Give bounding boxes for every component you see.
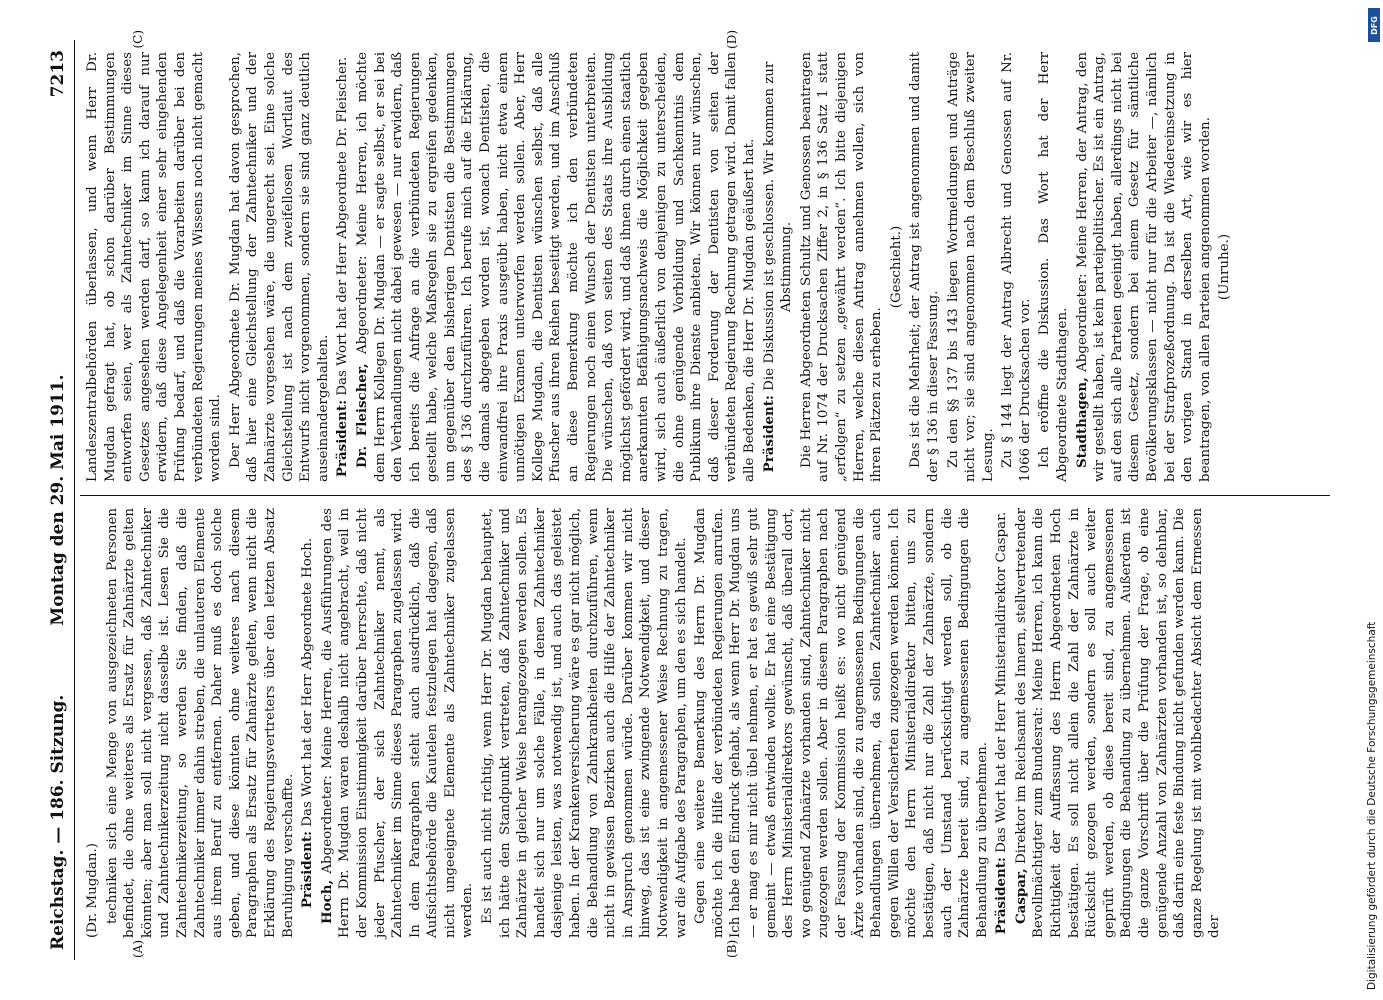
speaker-name: Präsident:: [299, 830, 316, 909]
paragraph-text: (Dr. Mugdan.): [85, 843, 100, 938]
paragraph-text: Es ist auch nicht richtig, wenn Herr Dr. Mugdan behauptet, ich hätte den Standpunkt vertreten, daß Zahntechniker und Zahnärzte in gleicher Weise herangezogen werden sollen. Es handelt sich nur um solche Fälle, in denen Zahntechniker dasjenige leisten, was notwendig ist, und auch das geleistet haben. In der Krankenversicherung wäre es gar nicht möglich, die Behandlung von Zahnkrankheiten durchzuführen, wenn nicht in gewissen Bezirken auch die Hilfe der Zahntechniker in Anspruch genommen würde. Darüber kommen wir nicht hinweg, das ist eine zwingende Notwendigkeit, und dieser Notwendigkeit in angemessener Weise Rechnung zu tragen, war die Aufgabe des Paragraphen, um den es sich handelt.: [480, 508, 689, 938]
speaker-name: Präsident:: [993, 857, 1010, 935]
paragraph-text: Das Wort hat der Herr Abgeordnete Hoch.: [300, 537, 316, 827]
paragraph: [1036, 52, 1071, 482]
paragraph-text: Abgeordneter: Meine Herren, der Antrag, den wir gestellt haben, ist kein parteipolitischer. Es ist ein Antrag, auf den sich alle Parteien geeinigt haben, allerdings nicht bei diesem Gesetz, sondern bei einem Gesetz für sämtliche Bevölkerungsklassen — nicht nur für die Arbeiter —, nämlich bei der Strafprozeßordnung. Da ist die Wiedereinsetzung in den vorigen Stand in derselben Art, wie wir es hier beantragen, von allen Parteien angenommen worden.: [1074, 51, 1213, 482]
speaker-name: Präsident:: [334, 399, 351, 478]
margin-marker-a: (A): [131, 939, 145, 958]
dfg-logo-text: DFG: [1369, 15, 1379, 35]
paragraph: [993, 508, 1011, 938]
paragraph-text: Ich eröffne die Diskussion. Das Wort hat der Herr Abgeordnete Stadthagen.: [1037, 52, 1071, 482]
paragraph: [299, 508, 317, 938]
paragraph-text: Abgeordneter: Meine Herren, ich möchte dem Herrn Kollegen Dr. Mugdan — er sagte selbst, er sei bei den Verhandlungen nicht dabei gewesen — nur erwidern, daß ich bereits die Anfrage an die verbündeten Regierungen gestellt habe, welche Maßregeln sie zu ergreifen gedenken, um gegenüber den bisherigen Dentisten die Bestimmungen des § 136 durchzuführen. Ich berufe mich auf die Erklärung, die damals abgegeben worden ist, wonach Dentisten, die einwandfrei ihre Praxis ausgeübt haben, nicht etwa einem unnötigen Examen unterworfen werden sollen. Aber, Herr Kollege Mugdan, die Dentisten wünschen selbst, daß alle Pfuscher aus ihren Reihen beseitigt werden, und im Anschluß an diese Bemerkung möchte ich den verbündeten Regierungen noch einen Wunsch der Dentisten unterbreiten. Die wünschen, daß von seiten des Staats ihre Ausbildung möglichst gefördert wird, und daß ihnen durch einen staatlich anerkannten Befähigungsnachweis die Möglichkeit gegeben wird, sich auch äußerlich von denjenigen zu unterscheiden, die ohne genügende Vorbildung und Sachkenntnis dem Publikum ihre Dienste anbieten. Wir können nur wünschen, daß dieser Forderung der Dentisten von seiten der verbündeten Regierung Rechnung getragen wird. Damit fallen alle Bedenken, die Herr Dr. Mugdan geäußert hat.: [354, 52, 757, 482]
left-column-body: [84, 508, 1224, 938]
paragraph-text: Abgeordneter: Meine Herren, die Ausführungen des Herrn Dr. Mugdan waren deshalb nicht angebracht, weil in der Kommission Einstimmigkeit darüber herrschte, daß nicht jeder Pfuscher, der sich Zahntechniker nennt, als Zahntechniker im Sinne dieses Paragraphen zugelassen wird. In dem Paragraphen steht auch ausdrücklich, daß die Aufsichtsbehörde die Kautelen festzulegen hat dagegen, daß nicht ungeeignete Elemente als Zahntechniker zugelassen werden.: [319, 508, 476, 938]
paragraph: [907, 52, 942, 482]
speaker-name: Caspar,: [1012, 868, 1029, 924]
header-left: Reichstag. — 186. Sitzung.: [48, 694, 68, 950]
right-column: [84, 30, 1324, 482]
paragraph-text: Zu den §§ 137 bis 143 liegen Wortmeldungen und Anträge nicht vor; sie sind angenommen nach dem Beschluß zweiter Lesung.: [945, 52, 996, 482]
paragraph: [1216, 52, 1234, 482]
paragraph-text: Die Diskussion ist geschlossen. Wir kommen zur Abstimmung.: [761, 61, 795, 391]
paragraph: [84, 508, 102, 938]
speaker-name: Dr. Fleischer,: [353, 363, 370, 468]
paragraph-text: Das Wort hat der Herr Abgeordnete Dr. Fleischer.: [335, 56, 351, 396]
paragraph-text: (Unruhe.): [1217, 233, 1233, 301]
paragraph: [479, 508, 690, 938]
page-header: [40, 40, 75, 960]
digitization-credit: Digitalisierung gefördert durch die Deutsche Forschungsgemeinschaft: [1366, 621, 1378, 990]
paragraph: [334, 52, 352, 482]
paragraph-text: Direktor im Reichsamt des Innern, stellvertretender Bevollmächtigter zum Bundesrat: Meine Herren, ich kann die Richtigkeit der Auffassung des Herrn Abgeordneten Hoch bestätigen. Es soll nicht allein die Zahl der Zahnärzte in Rücksicht gezogen werden, sondern es soll auch weiter geprüft werden, ob diese bereit sind, zu angemessenen Bedingungen die Behandlung zu übernehmen. Außerdem ist die ganze Vorschrift über die Prüfung der Frage, ob eine genügende Anzahl von Zahnärzten vorhanden ist, so dehnbar, daß darin eine feste Bindung nicht gefunden werden kann. Die ganze Regelung ist mit wohlbedachter Absicht dem Ermessen der: [1013, 508, 1223, 938]
paragraph: [692, 508, 991, 938]
margin-marker-c: (C): [131, 30, 145, 49]
paragraph: [945, 52, 998, 482]
paragraph-text: techniken sich eine Menge von ausgezeichneten Personen befindet, die ohne weiteres als Ersatz für Zahnärzte gelten könnten; aber man soll nicht vergessen, daß Zahntechniker und Zahntechnikerzeitung nicht dasselbe ist. Lesen Sie die Zahntechnikerzeitung, so werden Sie finden, daß die Zahntechniker immer dahin streben, die unlauteren Elemente aus ihrem Beruf zu entfernen. Daher muß es doch solche geben, und diese könnten ohne weiteres nach diesem Paragraphen als Ersatz für Zahnärzte gelten, wenn nicht die Erklärung des Regierungsvertreters über den letzten Absatz Beruhigung verschaffte.: [104, 508, 296, 938]
paragraph: [84, 52, 225, 482]
paragraph: [888, 52, 906, 482]
margin-marker-d: (D): [725, 30, 739, 49]
paragraph: [319, 508, 477, 938]
header-date: Montag den 29. Mai 1911.: [48, 374, 68, 626]
right-column-body: [84, 52, 1234, 482]
speaker-name: Stadthagen,: [1073, 377, 1090, 468]
paragraph: [104, 508, 298, 938]
dfg-logo: [1368, 8, 1380, 42]
page-number: 7213: [48, 50, 68, 98]
paragraph: [1074, 52, 1215, 482]
paragraph: [761, 52, 796, 482]
left-column: [84, 508, 1324, 958]
speaker-name: Präsident:: [760, 395, 777, 473]
margin-marker-b: (B): [725, 939, 739, 958]
rotated-page: [40, 30, 1340, 960]
paragraph-text: Zu § 144 liegt der Antrag Albrecht und Genossen auf Nr. 1066 der Drucksachen vor.: [1000, 52, 1033, 482]
paragraph-text: Der Herr Abgeordnete Dr. Mugdan hat davon gesprochen, daß hier eine Gleichstellung der Zahntechniker und der Zahnärzte vorgesehen wäre, die ungerecht sei. Eine solche Gleichstellung ist nach dem zweifellosen Wortlaut des Entwurfs nicht vorgenommen, sondern sie sind ganz deutlich auseinandergehalten.: [227, 52, 331, 482]
paragraph-text: (Geschieht.): [888, 225, 904, 309]
paragraph: [999, 52, 1034, 482]
paragraph-text: Die Herren Abgeordneten Schultz und Genossen beantragen auf Nr. 1074 der Drucksachen Ziffer 2, in § 136 Satz 1 statt „erfolgen“ zu setzen „gewährt werden“. Ich bitte diejenigen Herren, welche diesen Antrag annehmen wollen, sich von ihren Plätzen zu erheben.: [798, 52, 885, 482]
paragraph: [798, 52, 886, 482]
paragraph: [227, 52, 333, 482]
column-divider: [80, 495, 1330, 496]
paragraph-text: Das ist die Mehrheit; der Antrag ist angenommen und damit der § 136 in dieser Fassung.: [908, 52, 941, 482]
paragraph: [1013, 508, 1224, 938]
paragraph: [354, 52, 759, 482]
speaker-name: Hoch,: [318, 879, 335, 924]
paragraph-text: Das Wort hat der Herr Ministerialdirektor Caspar.: [994, 511, 1010, 853]
paragraph-text: Gegen eine weitere Bemerkung des Herrn Dr. Mugdan möchte ich die Hilfe der verbündeten Regierungen anrufen. Ich habe den Eindruck gehabt, als wenn Herr Dr. Mugdan uns — er mag es mir nicht übel nehmen, er hat es gewiß sehr gut gemeint — etwaß entwinden wollte. Er hat eine Bestätigung des Herrn Ministerialdirektors gewünscht, daß überall dort, wo genügend Zahnärzte vorhanden sind, Zahntechniker nicht zugezogen werden sollen. Aber in diesem Paragraphen nach der Fassung der Kommission heißt es: wo nicht genügend Ärzte vorhanden sind, die zu angemessenen Bedingungen die Behandlungen übernehmen, da sollen Zahntechniker auch gegen Willen der Versicherten zugezogen werden können. Ich möchte den Herrn Ministerialdirektor bitten, uns zu bestätigen, daß nicht nur die Zahl der Zahnärzte, sondern auch der Umstand berücksichtigt werden soll, ob die Zahnärzte bereit sind, zu angemessenen Bedingungen die Behandlung zu übernehmen.: [693, 508, 990, 938]
paragraph-text: Landeszentralbehörden überlassen, und wenn Herr Dr. Mugdan gefragt hat, ob schon darüber Bestimmungen entworfen seien, wer als Zahntechniker im Sinne dieses Gesetzes angesehen werden darf, so kann ich darauf nur erwidern, daß diese Angelegenheit einer sehr eingehenden Prüfung bedarf, und daß die Vorarbeiten darüber bei den verbündeten Regierungen meines Wissens noch nicht gemacht worden sind.: [85, 52, 224, 482]
